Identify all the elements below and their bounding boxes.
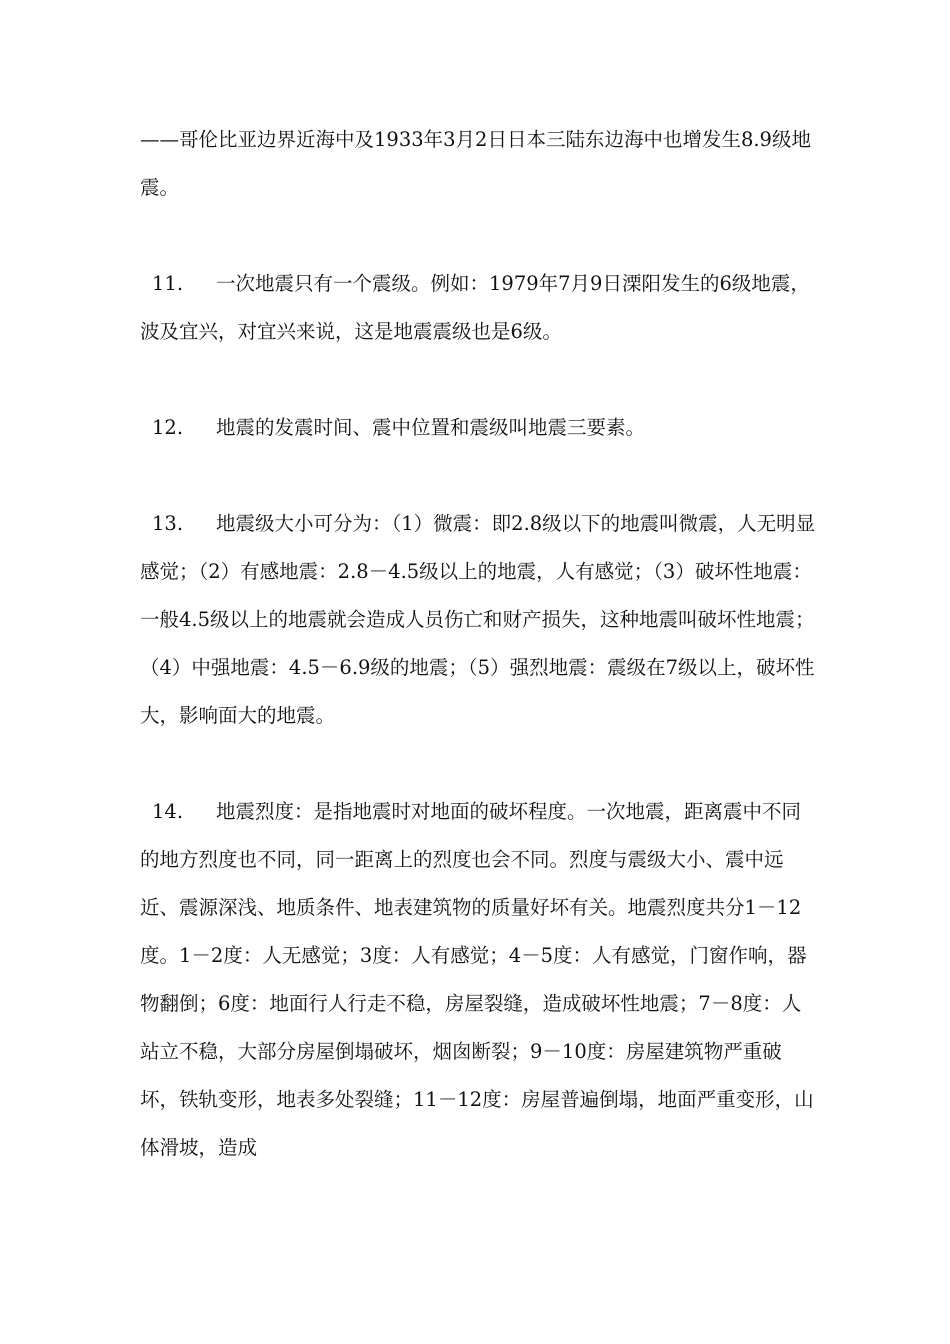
document-page bbox=[140, 116, 820, 1172]
paragraph-14 bbox=[140, 788, 820, 1172]
paragraph-number: 14. bbox=[152, 800, 184, 823]
paragraph-number: 11. bbox=[152, 272, 184, 295]
paragraph-text: 一次地震只有一个震级。例如：1979年7月9日溧阳发生的6级地震，波及宜兴，对宜兴来说，这是地震震级也是6级。 bbox=[140, 272, 810, 343]
paragraph-continuation bbox=[140, 116, 820, 212]
paragraph-text: 地震烈度：是指地震时对地面的破坏程度。一次地震，距离震中不同的地方烈度也不同，同一距离上的烈度也会不同。烈度与震级大小、震中远近、震源深浅、地质条件、地表建筑物的质量好坏有关。地震烈度共分1－12度。1－2度：人无感觉；3度：人有感觉；4－5度：人有感觉，门窗作响，器物翻倒；6度：地面行人行走不稳，房屋裂缝，造成破坏性地震；7－8度：人站立不稳，大部分房屋倒塌破坏，烟囱断裂；9－10度：房屋建筑物严重破坏，铁轨变形，地表多处裂缝；11－12度：房屋普遍倒塌，地面严重变形，山体滑坡，造成 bbox=[140, 800, 814, 1159]
paragraph-text: ——哥伦比亚边界近海中及1933年3月2日日本三陆东边海中也增发生8.9级地震。 bbox=[140, 128, 811, 199]
paragraph-number: 13. bbox=[152, 512, 184, 535]
paragraph-number: 12. bbox=[152, 416, 184, 439]
paragraph-12 bbox=[140, 404, 820, 452]
paragraph-text: 地震级大小可分为：（1）微震：即2.8级以下的地震叫微震，人无明显感觉；（2）有感地震：2.8－4.5级以上的地震，人有感觉；（3）破坏性地震：一般4.5级以上的地震就会造成人员伤亡和财产损失，这种地震叫破坏性地震；（4）中强地震：4.5－6.9级的地震；（5）强烈地震：震级在7级以上，破坏性大，影响面大的地震。 bbox=[140, 512, 816, 727]
paragraph-11 bbox=[140, 260, 820, 356]
paragraph-text: 地震的发震时间、震中位置和震级叫地震三要素。 bbox=[216, 416, 646, 439]
paragraph-13 bbox=[140, 500, 820, 740]
